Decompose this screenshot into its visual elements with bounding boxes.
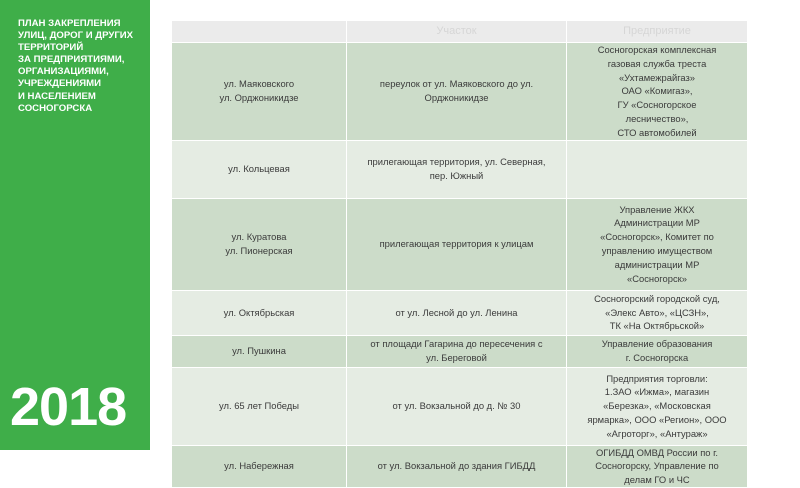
title-line: ПЛАН ЗАКРЕПЛЕНИЯ: [18, 18, 121, 29]
cell-line: «Агроторг», «Антураж»: [606, 427, 708, 439]
section-cell: [347, 290, 567, 335]
cell-line: ТК «На Октябрьской»: [609, 320, 705, 332]
street-cell: [172, 140, 347, 198]
cell-line: прилегающая территория, ул. Северная,: [367, 156, 546, 168]
street-cell: [172, 290, 347, 335]
cell-line: переулок от ул. Маяковского до ул.: [379, 78, 534, 90]
enterprise-cell: [567, 445, 748, 487]
cell-line: от ул. Вокзальной до д. № 30: [392, 400, 521, 412]
title-line: ТЕРРИТОРИЙ: [18, 42, 84, 54]
assignment-table: [171, 20, 748, 488]
cell-line: г. Сосногорска: [625, 352, 689, 364]
table-row: [172, 140, 748, 198]
header-enterprise: Предприятие: [567, 21, 748, 43]
cell-line: газовая служба треста: [607, 57, 707, 69]
cell-line: ул. 65 лет Победы: [219, 400, 299, 412]
enterprise-cell: [567, 43, 748, 141]
cell-line: пер. Южный: [429, 170, 484, 182]
cell-line: управлению имуществом: [601, 245, 713, 257]
cell-line: прилегающая территория к улицам: [379, 238, 534, 250]
section-cell: [347, 335, 567, 367]
table-row: [172, 445, 748, 487]
table-row: [172, 367, 748, 445]
title-line: СОСНОГОРСКА: [18, 102, 93, 114]
cell-line: СТО автомобилей: [617, 126, 697, 138]
cell-line: ул. Пионерская: [225, 245, 293, 257]
title-line: ОРГАНИЗАЦИЯМИ,: [18, 66, 109, 78]
cell-line: ОАО «Комигаз»,: [621, 85, 693, 97]
street-cell: [172, 445, 347, 487]
cell-line: ярмарка», ООО «Регион», ООО: [587, 413, 727, 425]
cell-line: ул. Орджоникидзе: [219, 92, 299, 104]
cell-line: Сосногорску, Управление по: [595, 460, 719, 472]
enterprise-cell: [567, 140, 748, 198]
cell-line: Орджоникидзе: [424, 92, 489, 104]
title-line: ЗА ПРЕДПРИЯТИЯМИ,: [18, 54, 125, 66]
cell-line: «Элекс Авто», «ЦСЗН»,: [605, 306, 709, 318]
cell-line: ОГИБДД ОМВД России по г.: [596, 446, 718, 458]
enterprise-cell: [567, 335, 748, 367]
enterprise-cell: [567, 367, 748, 445]
cell-line: делам ГО и ЧС: [624, 474, 690, 486]
table-row: [172, 43, 748, 141]
cell-line: Управление ЖКХ: [619, 203, 695, 215]
street-cell: [172, 198, 347, 290]
page-title: [18, 18, 146, 115]
cell-line: Администрации МР: [614, 217, 700, 229]
cell-line: от ул. Лесной до ул. Ленина: [395, 306, 518, 318]
enterprise-cell: [567, 290, 748, 335]
title-line: И НАСЕЛЕНИЕМ: [18, 90, 96, 102]
cell-line: от площади Гагарина до пересечения с: [370, 338, 543, 350]
cell-line: от ул. Вокзальной до здания ГИБДД: [377, 460, 536, 472]
cell-line: Управление образования: [601, 338, 713, 350]
section-cell: [347, 43, 567, 141]
sidebar-panel: [0, 0, 150, 450]
cell-line: ул. Набережная: [224, 460, 294, 472]
cell-line: ул. Куратова: [231, 231, 287, 243]
title-line: УЧРЕЖДЕНИЯМИ: [18, 78, 102, 90]
section-cell: [347, 367, 567, 445]
cell-line: администрации МР: [614, 258, 700, 270]
section-cell: [347, 445, 567, 487]
table-row: [172, 290, 748, 335]
cell-line: Сосногорский городской суд,: [594, 292, 720, 304]
cell-line: ул. Пушкина: [232, 345, 286, 357]
cell-line: Сосногорская комплексная: [597, 44, 717, 55]
street-cell: [172, 335, 347, 367]
cell-line: ул. Маяковского: [223, 78, 295, 90]
cell-line: «Сосногорск»: [627, 272, 687, 284]
enterprise-cell: [567, 198, 748, 290]
cell-line: «Ухтамежрайгаз»: [618, 71, 696, 83]
table-header-row: [172, 21, 748, 43]
assignment-table-container: [171, 20, 747, 488]
header-section: Участок: [347, 21, 567, 43]
cell-line: «Березка», «Московская: [603, 400, 711, 412]
cell-line: «Сосногорск», Комитет по: [600, 231, 714, 243]
cell-line: Предприятия торговли:: [606, 372, 708, 384]
street-cell: [172, 367, 347, 445]
cell-line: ул. Береговой: [426, 352, 487, 364]
header-street: [172, 21, 347, 43]
table-row: [172, 335, 748, 367]
table-row: [172, 198, 748, 290]
section-cell: [347, 140, 567, 198]
street-cell: [172, 43, 347, 141]
cell-line: ул. Октябрьская: [223, 306, 295, 318]
cell-line: ГУ «Сосногорское: [617, 99, 697, 111]
cell-line: 1.ЗАО «Ижма», магазин: [604, 386, 710, 398]
cell-line: лесничество»,: [625, 112, 689, 124]
cell-line: ул. Кольцевая: [228, 163, 290, 175]
section-cell: [347, 198, 567, 290]
year-label: 2018: [10, 377, 127, 437]
title-line: УЛИЦ, ДОРОГ И ДРУГИХ: [18, 30, 134, 42]
